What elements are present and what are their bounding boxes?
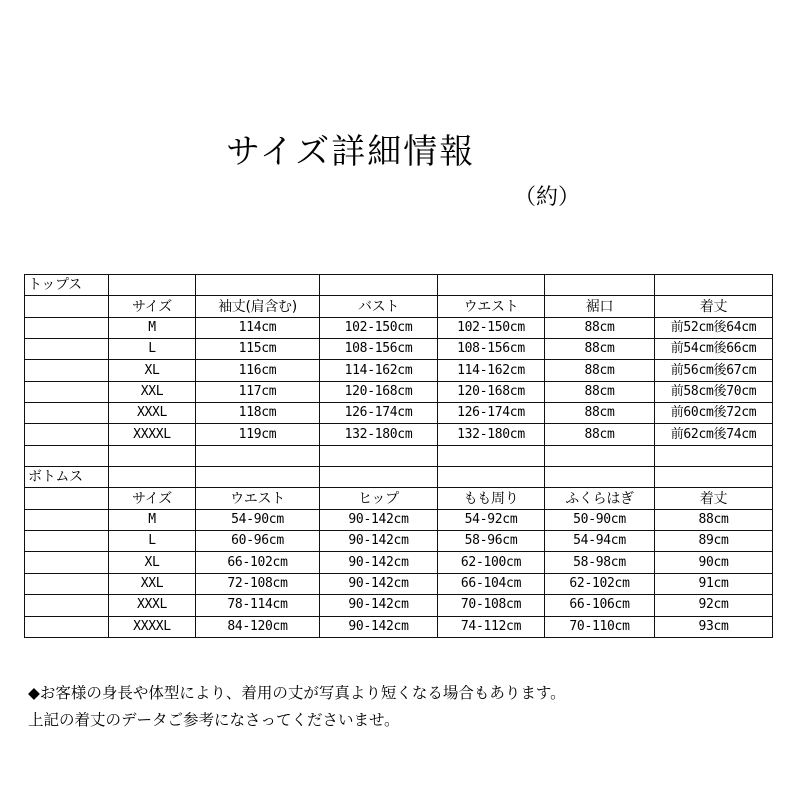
table-cell: 116cm <box>196 360 320 381</box>
table-cell: 114-162cm <box>320 360 438 381</box>
table-cell: 90-142cm <box>320 552 438 573</box>
table-cell: 92cm <box>655 595 773 616</box>
table-cell: 54-94cm <box>545 531 655 552</box>
table-cell: M <box>109 509 196 530</box>
table-row <box>25 616 773 637</box>
empty-cell <box>109 445 196 466</box>
table-row <box>25 531 773 552</box>
table-row <box>25 552 773 573</box>
table-cell: 114-162cm <box>438 360 545 381</box>
empty-cell <box>25 488 109 509</box>
column-header: もも周り <box>438 488 545 509</box>
table-cell: 66-104cm <box>438 573 545 594</box>
table-cell: 88cm <box>545 339 655 360</box>
table-cell: 120-168cm <box>438 381 545 402</box>
empty-cell <box>109 275 196 296</box>
table-cell: 54-90cm <box>196 509 320 530</box>
empty-cell <box>25 403 109 424</box>
column-header: 裾口 <box>545 296 655 317</box>
table-cell: 70-108cm <box>438 595 545 616</box>
column-header: バスト <box>320 296 438 317</box>
bottoms-section-row <box>25 467 773 488</box>
column-header: サイズ <box>109 488 196 509</box>
page-title: サイズ詳細情報 <box>226 132 476 172</box>
tops-header-row <box>25 296 773 317</box>
table-cell: 50-90cm <box>545 509 655 530</box>
table-cell: 88cm <box>545 403 655 424</box>
table-cell: XXXL <box>109 403 196 424</box>
table-cell: 72-108cm <box>196 573 320 594</box>
table-cell: XL <box>109 360 196 381</box>
table-cell: 66-102cm <box>196 552 320 573</box>
table-row <box>25 360 773 381</box>
table-cell: XXXXL <box>109 424 196 445</box>
empty-cell <box>25 424 109 445</box>
tops-section-row <box>25 275 773 296</box>
empty-cell <box>25 552 109 573</box>
table-cell: XXXXL <box>109 616 196 637</box>
empty-cell <box>438 467 545 488</box>
table-cell: XXXL <box>109 595 196 616</box>
table-cell: 78-114cm <box>196 595 320 616</box>
table-row <box>25 381 773 402</box>
table-cell: 66-106cm <box>545 595 655 616</box>
empty-cell <box>25 317 109 338</box>
size-chart-table <box>24 274 773 638</box>
table-cell: 88cm <box>545 381 655 402</box>
column-header: ヒップ <box>320 488 438 509</box>
table-row <box>25 317 773 338</box>
table-cell: 102-150cm <box>438 317 545 338</box>
size-chart-body <box>25 275 773 638</box>
column-header: 袖丈(肩含む) <box>196 296 320 317</box>
empty-cell <box>545 275 655 296</box>
table-cell: 93cm <box>655 616 773 637</box>
table-cell: 88cm <box>655 509 773 530</box>
table-cell: XXL <box>109 573 196 594</box>
column-header: ウエスト <box>438 296 545 317</box>
table-row <box>25 595 773 616</box>
table-cell: 54-92cm <box>438 509 545 530</box>
bottoms-header-row <box>25 488 773 509</box>
blank-row <box>25 445 773 466</box>
table-cell: 62-100cm <box>438 552 545 573</box>
bottoms-section-label: ボトムス <box>25 467 109 488</box>
table-cell: 88cm <box>545 317 655 338</box>
column-header: ウエスト <box>196 488 320 509</box>
note-line: ◆お客様の身長や体型により、着用の丈が写真より短くなる場合もあります。 <box>28 684 566 702</box>
empty-cell <box>109 467 196 488</box>
table-cell: 前54cm後66cm <box>655 339 773 360</box>
empty-cell <box>438 445 545 466</box>
empty-cell <box>196 275 320 296</box>
approx-note: （約） <box>514 185 581 210</box>
column-header: 着丈 <box>655 488 773 509</box>
empty-cell <box>25 616 109 637</box>
table-cell: 117cm <box>196 381 320 402</box>
table-cell: 90-142cm <box>320 531 438 552</box>
table-cell: 62-102cm <box>545 573 655 594</box>
table-cell: 108-156cm <box>320 339 438 360</box>
table-cell: 119cm <box>196 424 320 445</box>
table-cell: 70-110cm <box>545 616 655 637</box>
empty-cell <box>545 445 655 466</box>
table-cell: XXL <box>109 381 196 402</box>
table-cell: 132-180cm <box>438 424 545 445</box>
table-cell: 90-142cm <box>320 509 438 530</box>
empty-cell <box>25 531 109 552</box>
table-cell: 前56cm後67cm <box>655 360 773 381</box>
table-cell: 60-96cm <box>196 531 320 552</box>
note-line: 上記の着丈のデータご参考になさってくださいませ。 <box>28 711 400 729</box>
column-header: ふくらはぎ <box>545 488 655 509</box>
tops-section-label: トップス <box>25 275 109 296</box>
table-cell: 114cm <box>196 317 320 338</box>
table-cell: L <box>109 531 196 552</box>
empty-cell <box>25 296 109 317</box>
table-cell: 132-180cm <box>320 424 438 445</box>
table-cell: 118cm <box>196 403 320 424</box>
empty-cell <box>25 360 109 381</box>
notes <box>28 680 566 734</box>
empty-cell <box>438 275 545 296</box>
table-row <box>25 403 773 424</box>
column-header: サイズ <box>109 296 196 317</box>
table-cell: M <box>109 317 196 338</box>
table-cell: 120-168cm <box>320 381 438 402</box>
table-row <box>25 573 773 594</box>
table-cell: 88cm <box>545 424 655 445</box>
table-cell: 89cm <box>655 531 773 552</box>
table-cell: 前52cm後64cm <box>655 317 773 338</box>
table-cell: 58-98cm <box>545 552 655 573</box>
table-cell: 90-142cm <box>320 573 438 594</box>
table-cell: 126-174cm <box>438 403 545 424</box>
empty-cell <box>25 573 109 594</box>
table-cell: XL <box>109 552 196 573</box>
empty-cell <box>655 467 773 488</box>
table-row <box>25 509 773 530</box>
empty-cell <box>25 339 109 360</box>
table-cell: 前58cm後70cm <box>655 381 773 402</box>
empty-cell <box>320 445 438 466</box>
table-cell: 前60cm後72cm <box>655 403 773 424</box>
table-cell: 91cm <box>655 573 773 594</box>
table-cell: 108-156cm <box>438 339 545 360</box>
table-cell: 90-142cm <box>320 616 438 637</box>
empty-cell <box>25 381 109 402</box>
table-cell: 126-174cm <box>320 403 438 424</box>
table-cell: L <box>109 339 196 360</box>
empty-cell <box>196 467 320 488</box>
table-row <box>25 339 773 360</box>
empty-cell <box>320 467 438 488</box>
table-cell: 90-142cm <box>320 595 438 616</box>
table-cell: 88cm <box>545 360 655 381</box>
table-row <box>25 424 773 445</box>
empty-cell <box>545 467 655 488</box>
empty-cell <box>320 275 438 296</box>
empty-cell <box>655 445 773 466</box>
empty-cell <box>25 445 109 466</box>
empty-cell <box>655 275 773 296</box>
empty-cell <box>196 445 320 466</box>
table-cell: 102-150cm <box>320 317 438 338</box>
table-cell: 84-120cm <box>196 616 320 637</box>
table-cell: 74-112cm <box>438 616 545 637</box>
table-cell: 115cm <box>196 339 320 360</box>
empty-cell <box>25 509 109 530</box>
table-cell: 90cm <box>655 552 773 573</box>
table-cell: 前62cm後74cm <box>655 424 773 445</box>
empty-cell <box>25 595 109 616</box>
table-cell: 58-96cm <box>438 531 545 552</box>
column-header: 着丈 <box>655 296 773 317</box>
